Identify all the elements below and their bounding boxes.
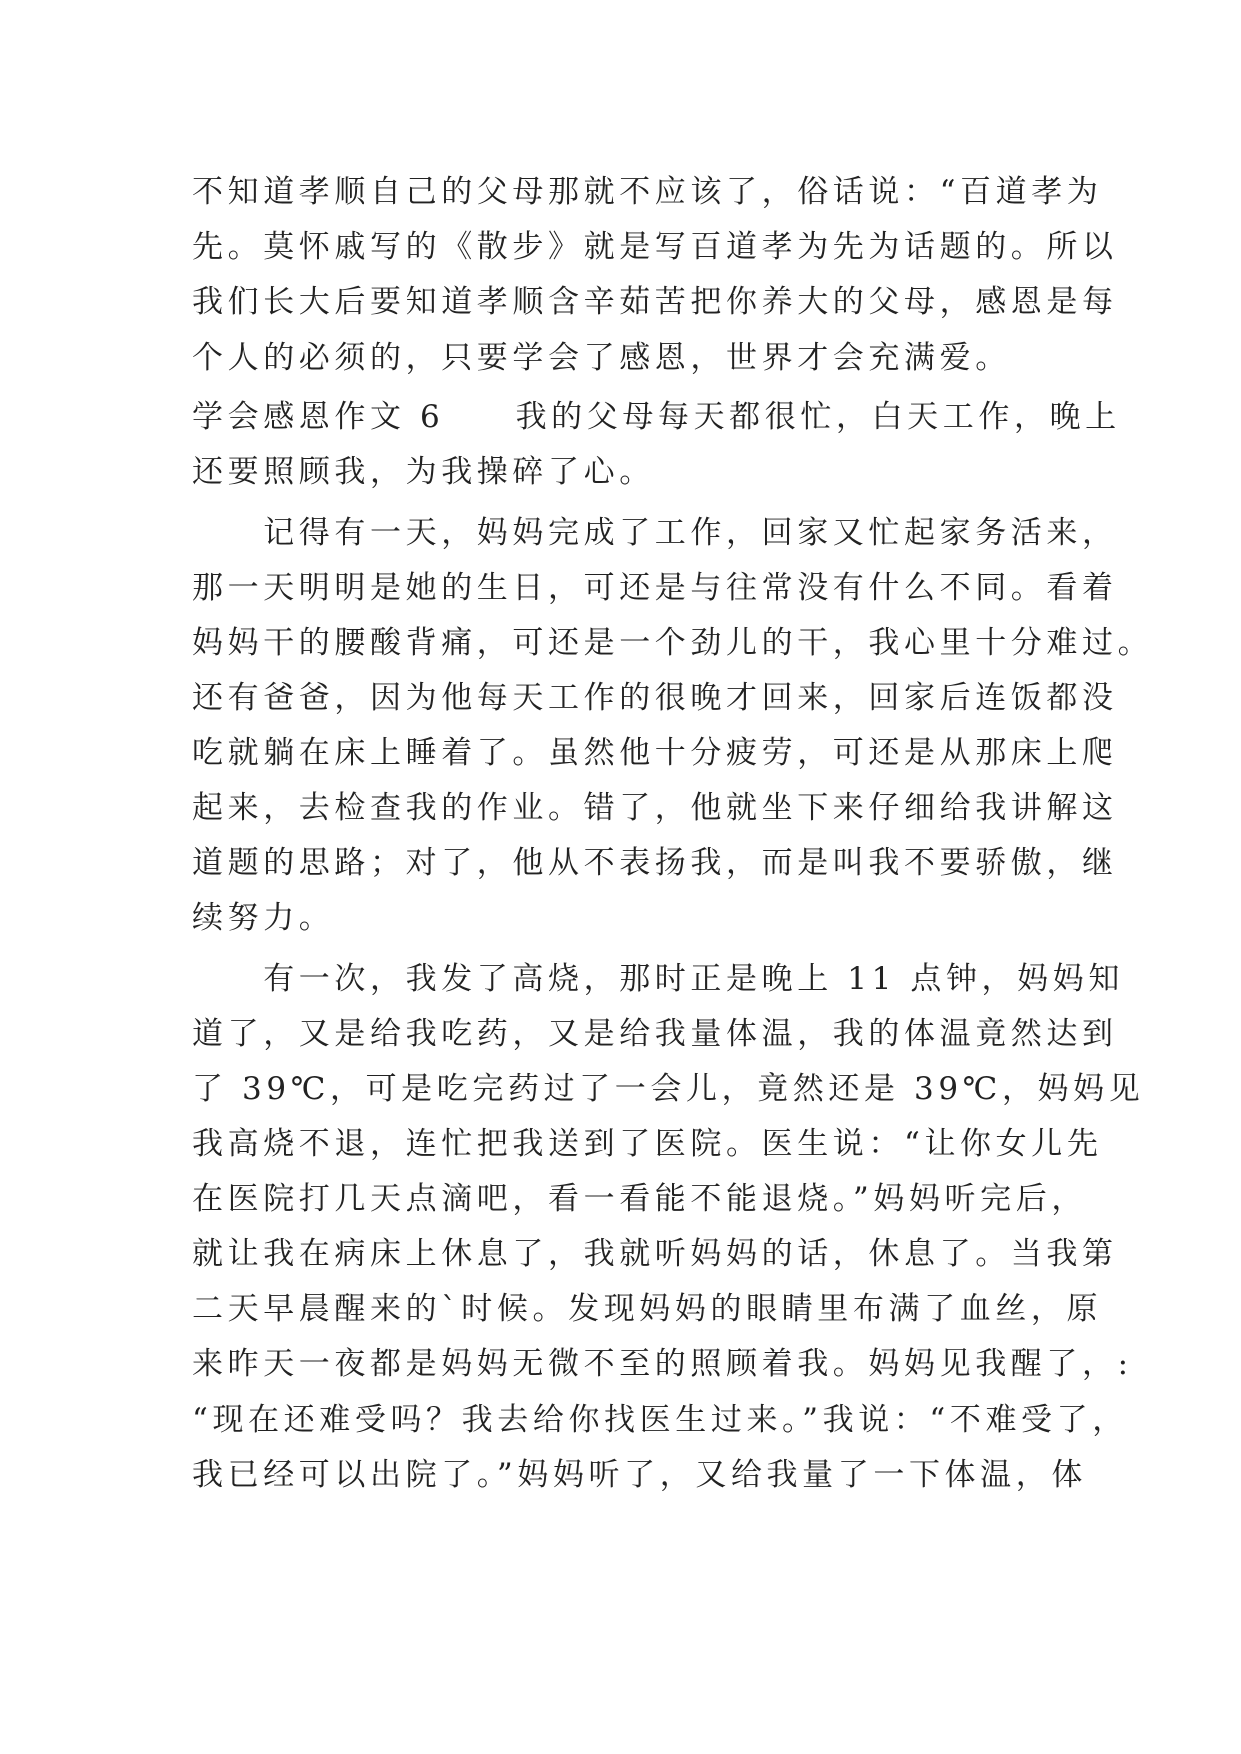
text-line: 起来，去检查我的作业。错了，他就坐下来仔细给我讲解这 [192, 790, 1118, 826]
text-line: 我们长大后要知道孝顺含辛茹苦把你养大的父母，感恩是每 [192, 284, 1118, 320]
text-line: 道题的思路；对了，他从不表扬我，而是叫我不要骄傲，继 [192, 845, 1118, 881]
text-line: 二天早晨醒来的`时候。发现妈妈的眼睛里布满了血丝，原 [192, 1291, 1103, 1327]
text-line: 还要照顾我，为我操碎了心。 [192, 454, 655, 490]
text-line: 还有爸爸，因为他每天工作的很晚才回来，回家后连饭都没 [192, 680, 1118, 716]
text-line: 个人的必须的，只要学会了感恩，世界才会充满爱。 [192, 340, 1011, 376]
text-line: 有一次，我发了高烧，那时正是晚上 11 点钟，妈妈知 [192, 961, 1124, 997]
text-line: 记得有一天，妈妈完成了工作，回家又忙起家务活来， [192, 515, 1118, 551]
text-line: 来昨天一夜都是妈妈无微不至的照顾着我。妈妈见我醒了，: [192, 1346, 1133, 1382]
text-line: 我已经可以出院了。”妈妈听了，又给我量了一下体温，体 [192, 1457, 1087, 1493]
text-line: 妈妈干的腰酸背痛，可还是一个劲儿的干，我心里十分难过。 [192, 625, 1154, 661]
text-line: 我高烧不退，连忙把我送到了医院。医生说：“让你女儿先 [192, 1126, 1103, 1162]
text-line: 道了，又是给我吃药，又是给我量体温，我的体温竟然达到 [192, 1016, 1118, 1052]
text-line: 那一天明明是她的生日，可还是与往常没有什么不同。看着 [192, 570, 1118, 606]
text-line: 了 39℃，可是吃完药过了一会儿，竟然还是 39℃，妈妈见 [192, 1071, 1145, 1107]
text-line: 续努力。 [192, 900, 335, 936]
text-line: “现在还难受吗？我去给你找医生过来。”我说：“不难受了， [192, 1402, 1128, 1438]
text-line: 在医院打几天点滴吧，看一看能不能退烧。”妈妈听完后， [192, 1181, 1087, 1217]
text-line: 吃就躺在床上睡着了。虽然他十分疲劳，可还是从那床上爬 [192, 735, 1118, 771]
text-line: 不知道孝顺自己的父母那就不应该了，俗话说：“百道孝为 [192, 174, 1103, 210]
text-line: 学会感恩作文 6 我的父母每天都很忙，白天工作，晚上 [192, 399, 1121, 435]
text-line: 先。莫怀戚写的《散步》就是写百道孝为先为话题的。所以 [192, 229, 1118, 265]
text-line: 就让我在病床上休息了，我就听妈妈的话，休息了。当我第 [192, 1236, 1118, 1272]
